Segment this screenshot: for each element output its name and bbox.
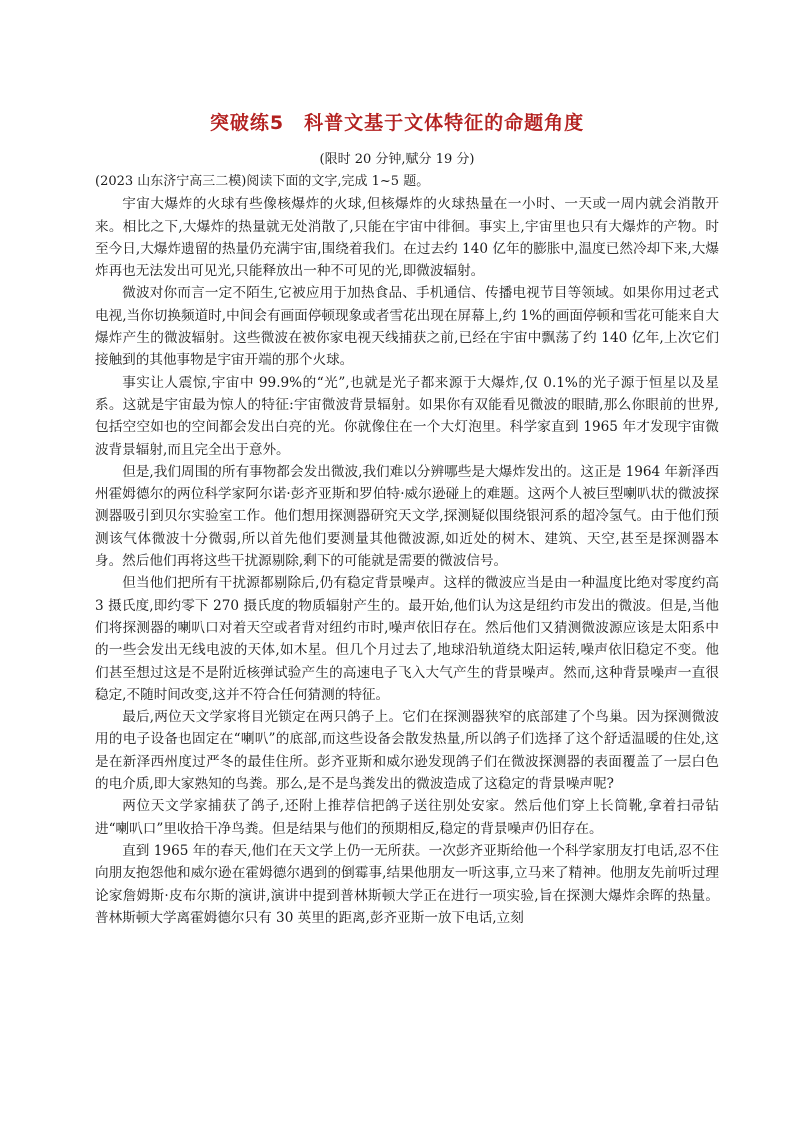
paragraph-2: 微波对你而言一定不陌生,它被应用于加热食品、手机通信、传播电视节目等领域。如果你用过老式电视,当你切换频道时,中间会有画面停顿现象或者雪花出现在屏幕上,约 1%的画面停顿和雪花可能来自大爆炸产生的微波辐射。这些微波在被你家电视天线捕获之前,已经在宇宙中飘荡了约 140 亿年,上次它们接触到的其他事物是宇宙开端的那个火球。 [95, 285, 719, 369]
page-subtitle: (限时 20 分钟,赋分 19 分) [319, 152, 475, 167]
paragraph-8: 直到 1965 年的春天,他们在天文学上仍一无所获。一次彭齐亚斯给他一个科学家朋友打电话,忍不住向朋友抱怨他和威尔逊在霍姆德尔遇到的倒霉事,结果他朋友一听这事,立马来了精神。他朋友先前听过理论家詹姆斯·皮布尔斯的演讲,演讲中提到普林斯顿大学正在进行一项实验,旨在探测大爆炸余晖的热量。普林斯顿大学离霍姆德尔只有 30 英里的距离,彭齐亚斯一放下电话,立刻 [95, 842, 719, 926]
paragraph-7: 两位天文学家捕获了鸽子,还附上推荐信把鸽子送往别处安家。然后他们穿上长筒靴,拿着扫帚钻进“喇叭口”里收拾干净鸟粪。但是结果与他们的预期相反,稳定的背景噪声仍旧存在。 [95, 798, 719, 837]
article-body [95, 171, 719, 929]
source-line: (2023 山东济宁高三二模)阅读下面的文字,完成 1~5 题。 [95, 174, 430, 189]
paragraph-3: 事实让人震惊,宇宙中 99.9%的“光”,也就是光子都来源于大爆炸,仅 0.1%的光子源于恒星以及星系。这就是宇宙最为惊人的特征:宇宙微波背景辐射。如果你有双能看见微波的眼睛,那么你眼前的世界,包括空空如也的空间都会发出白亮的光。你就像住在一个大灯泡里。科学家直到 1965 年才发现宇宙微波背景辐射,而且完全出于意外。 [95, 374, 719, 458]
paragraph-6: 最后,两位天文学家将目光锁定在两只鸽子上。它们在探测器狭窄的底部建了个鸟巢。因为探测微波用的电子设备也固定在“喇叭”的底部,而这些设备会散发热量,所以鸽子们选择了这个舒适温暖的住处,这是在新泽西州度过严冬的最佳住所。彭齐亚斯和威尔逊发现鸽子们在微波探测器的表面覆盖了一层白色的电介质,即大家熟知的鸟粪。那么,是不是鸟粪发出的微波造成了这稳定的背景噪声呢? [95, 709, 719, 793]
paragraph-1: 宇宙大爆炸的火球有些像核爆炸的火球,但核爆炸的火球热量在一小时、一天或一周内就会消散开来。相比之下,大爆炸的热量就无处消散了,只能在宇宙中徘徊。事实上,宇宙里也只有大爆炸的产物。时至今日,大爆炸遗留的热量仍充满宇宙,围绕着我们。在过去约 140 亿年的膨胀中,温度已然冷却下来,大爆炸再也无法发出可见光,只能释放出一种不可见的光,即微波辐射。 [95, 196, 719, 280]
paragraph-4: 但是,我们周围的所有事物都会发出微波,我们难以分辨哪些是大爆炸发出的。这正是 1964 年新泽西州霍姆德尔的两位科学家阿尔诺·彭齐亚斯和罗伯特·威尔逊碰上的难题。这两个人被巨型喇叭状的微波探测器吸引到贝尔实验室工作。他们想用探测器研究天文学,探测疑似围绕银河系的超冷氢气。由于他们预测该气体微波十分微弱,所以首先他们要测量其他微波源,如近处的树木、建筑、天空,甚至是探测器本身。然后他们再将这些干扰源剔除,剩下的可能就是需要的微波信号。 [95, 463, 719, 570]
page-title: 突破练5 科普文基于文体特征的命题角度 [209, 112, 585, 134]
paragraph-5: 但当他们把所有干扰源都剔除后,仍有稳定背景噪声。这样的微波应当是由一种温度比绝对零度约高 3 摄氏度,即约零下 270 摄氏度的物质辐射产生的。最开始,他们认为这是纽约市发出的微波。但是,当他们将探测器的喇叭口对着天空或者背对纽约市时,噪声依旧存在。然后他们又猜测微波源应该是太阳系中的一些会发出无线电波的天体,如木星。但几个月过去了,地球沿轨道绕太阳运转,噪声依旧稳定不变。他们甚至想过这是不是附近核弹试验产生的高速电子飞入大气产生的背景噪声。然而,这种背景噪声一直很稳定,不随时间改变,这并不符合任何猜测的特征。 [95, 575, 719, 703]
